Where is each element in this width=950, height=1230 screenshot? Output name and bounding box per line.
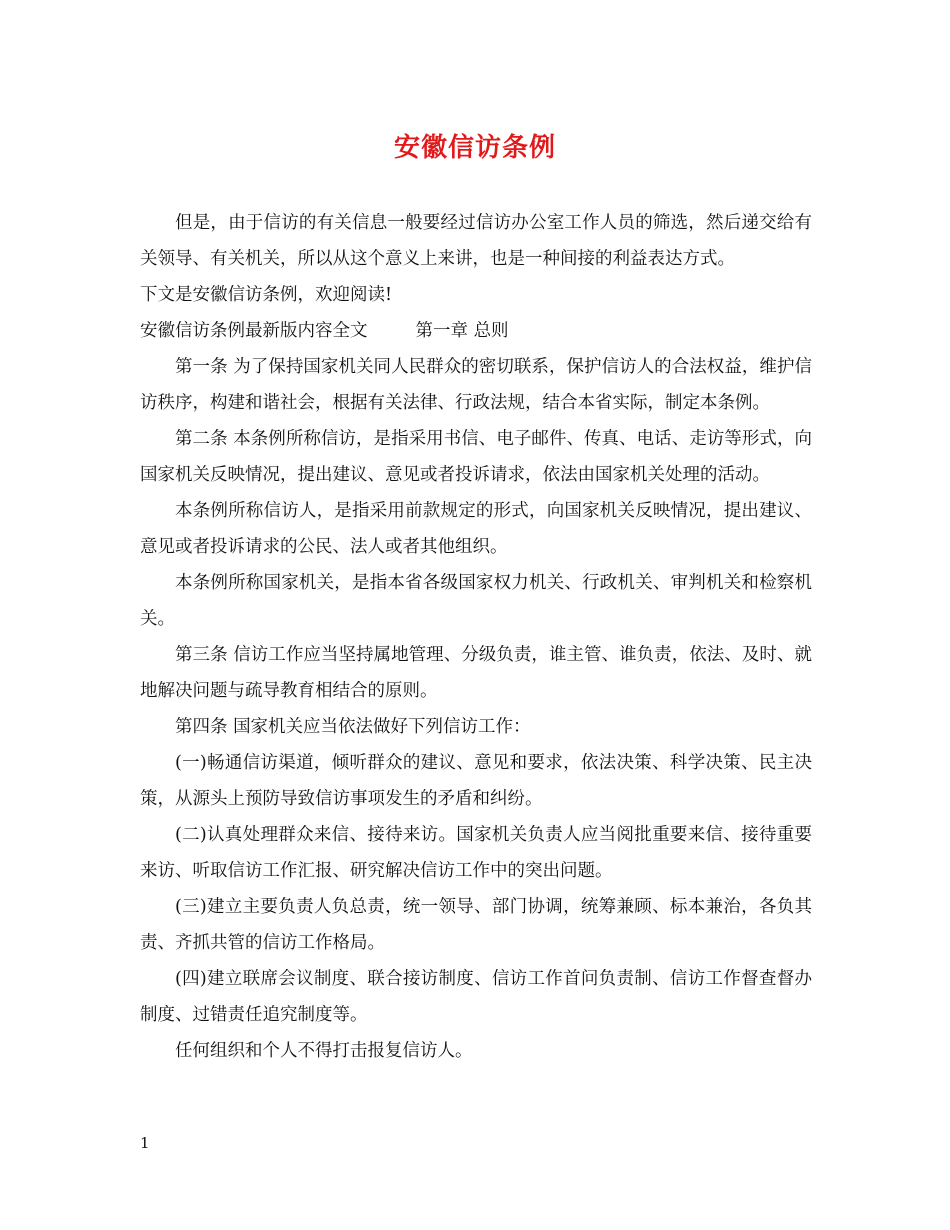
chapter-heading: 第一章 总则 <box>415 321 509 341</box>
article-paragraph: 任何组织和个人不得打击报复信访人。 <box>175 1041 473 1061</box>
article-paragraph: 本条例所称信访人，是指采用前款规定的形式，向国家机关反映情况，提出建议、意见或者投诉请求的公民、法人或者其他组织。 <box>140 501 812 557</box>
article-paragraph: 第二条 本条例所称信访，是指采用书信、电子邮件、传真、电话、走访等形式，向国家机关反映情况，提出建议、意见或者投诉请求，依法由国家机关处理的活动。 <box>140 429 812 485</box>
article-paragraph: 第四条 国家机关应当依法做好下列信访工作： <box>175 717 531 737</box>
article-paragraph: (四)建立联席会议制度、联合接访制度、信访工作首问负责制、信访工作督查督办制度、过错责任追究制度等。 <box>140 969 812 1025</box>
content-heading: 安徽信访条例最新版内容全文 <box>140 321 368 341</box>
intro-tail: 下文是安徽信访条例，欢迎阅读! <box>140 285 393 305</box>
article-paragraph: (二)认真处理群众来信、接待来访。国家机关负责人应当阅批重要来信、接待重要来访、听取信访工作汇报、研究解决信访工作中的突出问题。 <box>140 825 812 881</box>
article-paragraph: 第三条 信访工作应当坚持属地管理、分级负责，谁主管、谁负责，依法、及时、就地解决问题与疏导教育相结合的原则。 <box>140 645 812 701</box>
document-title: 安徽信访条例 <box>393 133 556 163</box>
chapter-heading-line <box>140 313 812 349</box>
page-number: 1 <box>140 1134 150 1152</box>
intro-paragraph: 但是，由于信访的有关信息一般要经过信访办公室工作人员的筛选，然后递交给有关领导、有关机关，所以从这个意义上来讲，也是一种间接的利益表达方式。 <box>140 213 812 269</box>
article-paragraph: (三)建立主要负责人负总责，统一领导、部门协调，统筹兼顾、标本兼治，各负其责、齐抓共管的信访工作格局。 <box>140 897 812 953</box>
article-paragraph: 本条例所称国家机关，是指本省各级国家权力机关、行政机关、审判机关和检察机关。 <box>140 573 812 629</box>
document-body <box>140 205 812 1069</box>
article-paragraph: 第一条 为了保持国家机关同人民群众的密切联系，保护信访人的合法权益，维护信访秩序，构建和谐社会，根据有关法律、行政法规，结合本省实际，制定本条例。 <box>140 357 812 413</box>
article-paragraph: (一)畅通信访渠道，倾听群众的建议、意见和要求，依法决策、科学决策、民主决策，从源头上预防导致信访事项发生的矛盾和纠纷。 <box>140 753 812 809</box>
